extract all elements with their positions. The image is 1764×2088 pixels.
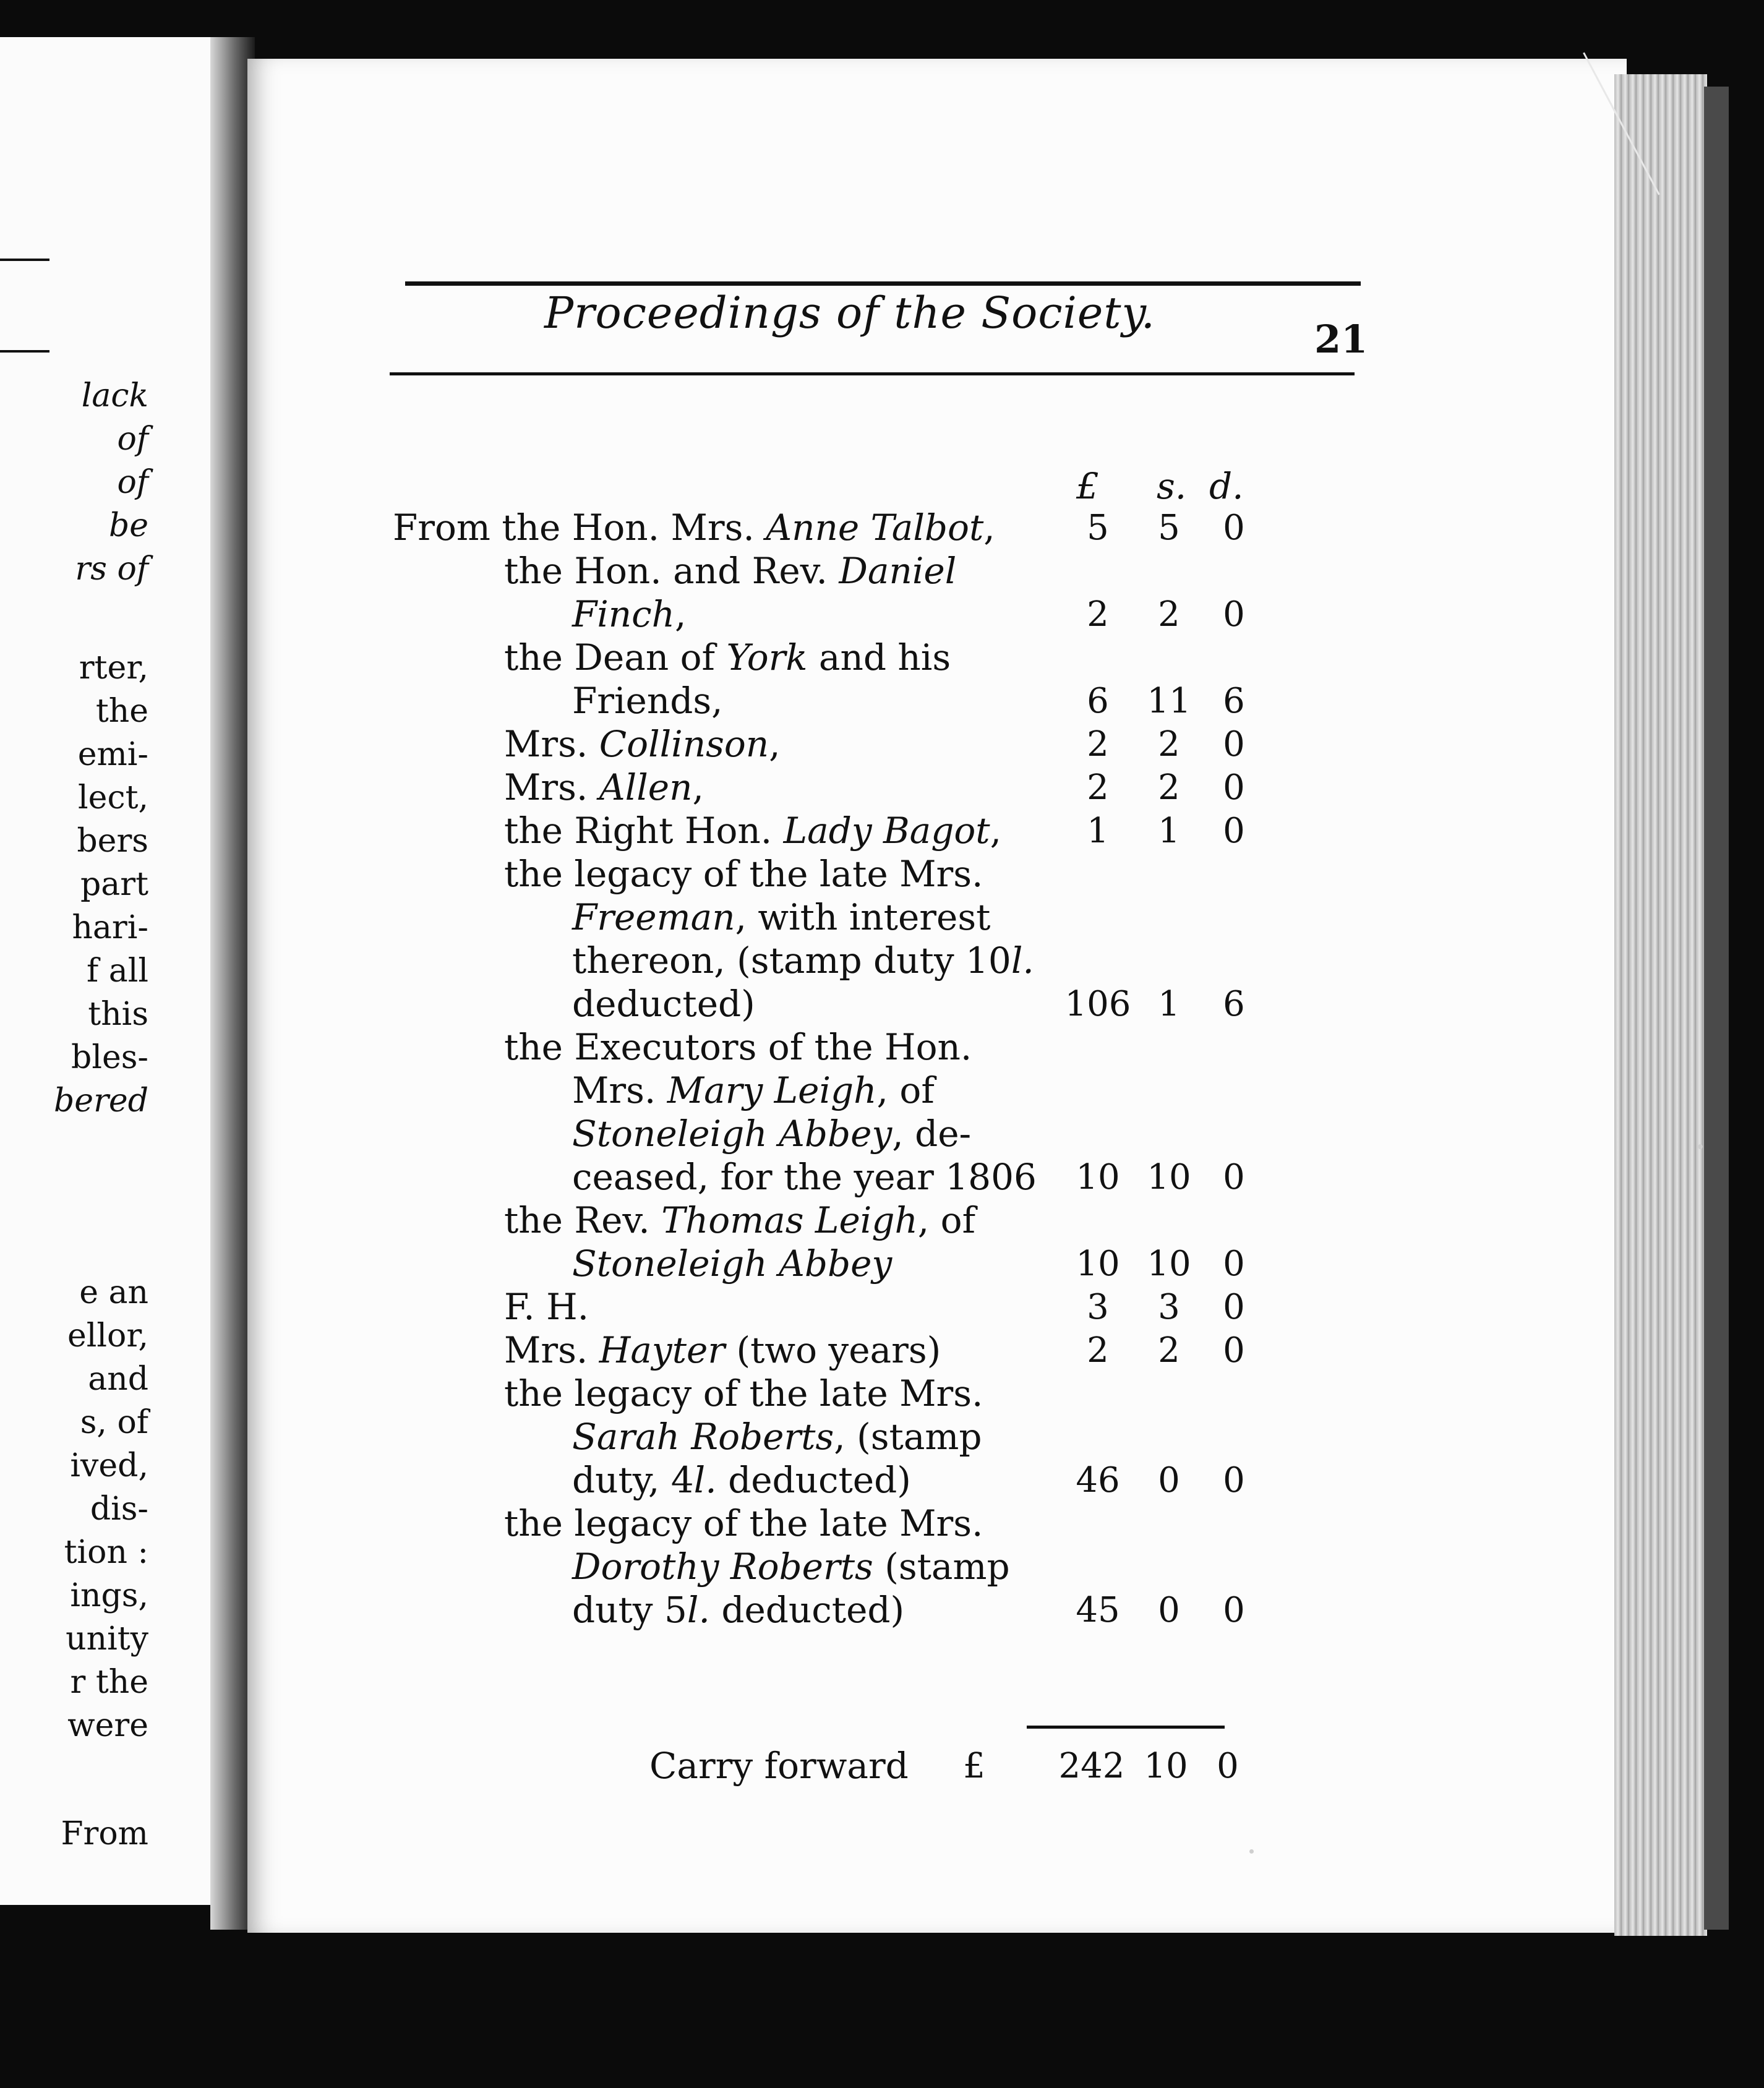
left-page-line: emi-	[77, 736, 148, 773]
left-page-line: unity	[66, 1620, 148, 1658]
amount-shillings: 11	[1147, 681, 1191, 721]
amount-pence: 0	[1223, 768, 1245, 808]
ledger-entry-line: Stoneleigh Abbey, de-	[572, 1113, 972, 1155]
amount-shillings: 2	[1158, 594, 1180, 635]
shillings-column-header: s.	[1157, 465, 1187, 507]
left-page-line: lect,	[78, 779, 148, 816]
amount-shillings: 10	[1147, 1244, 1191, 1284]
header-top-rule	[405, 281, 1361, 286]
ledger-entry-line: Mrs. Mary Leigh, of	[572, 1069, 935, 1111]
amount-shillings: 2	[1158, 1330, 1180, 1371]
amount-pence: 0	[1223, 1157, 1245, 1197]
amount-shillings: 0	[1158, 1590, 1180, 1630]
left-page-line: the	[95, 693, 148, 730]
amount-shillings: 1	[1158, 984, 1180, 1024]
running-head: Proceedings of the Society.	[544, 288, 1155, 338]
ledger-entry-line: duty, 4l. deducted)	[572, 1459, 911, 1501]
amount-pence: 0	[1223, 508, 1245, 548]
left-page-line: ellor,	[67, 1317, 148, 1354]
amount-pence: 6	[1223, 984, 1245, 1024]
left-page-line: bered	[54, 1082, 148, 1119]
ledger-entry-line: Mrs. Collinson,	[504, 723, 781, 765]
total-currency: £	[963, 1746, 985, 1786]
amount-shillings: 3	[1158, 1287, 1180, 1327]
ledger-entry-line: Friends,	[572, 680, 723, 722]
ledger-entry-line: duty 5l. deducted)	[572, 1589, 905, 1631]
amount-pounds: 2	[1087, 768, 1109, 808]
left-page-line: this	[88, 996, 148, 1033]
amount-pounds: 2	[1087, 724, 1109, 764]
amount-pounds: 6	[1087, 681, 1109, 721]
amount-shillings: 0	[1158, 1460, 1180, 1500]
ledger-entry-line: the Right Hon. Lady Bagot,	[504, 810, 1002, 852]
amount-pounds: 46	[1076, 1460, 1120, 1500]
amount-pence: 6	[1223, 681, 1245, 721]
left-page-line: rs of	[75, 550, 148, 588]
amount-shillings: 2	[1158, 724, 1180, 764]
ledger-entry-line: Freeman, with interest	[572, 896, 991, 938]
amount-pounds: 1	[1087, 811, 1109, 851]
amount-pounds: 10	[1076, 1244, 1120, 1284]
ledger-entry-line: Finch,	[572, 593, 687, 635]
page-block-shadow	[1704, 87, 1729, 1930]
amount-pence: 0	[1223, 594, 1245, 635]
amount-pounds: 3	[1087, 1287, 1109, 1327]
left-page-line: of	[117, 421, 148, 458]
amount-pounds: 45	[1076, 1590, 1120, 1630]
ledger-entry-line: the legacy of the late Mrs.	[504, 1372, 983, 1414]
ledger-entry-line: the Dean of York and his	[504, 636, 951, 678]
scan-speck	[1698, 1144, 1703, 1149]
left-page-line: be	[108, 507, 148, 544]
ledger-entry-line: From the Hon. Mrs. Anne Talbot,	[393, 507, 995, 549]
left-page-line: bers	[77, 823, 148, 860]
ledger-entry-line: Stoneleigh Abbey	[572, 1243, 893, 1285]
ledger-entry-line: the legacy of the late Mrs.	[504, 853, 983, 895]
left-page-rule	[0, 259, 49, 261]
left-page-line: dis-	[90, 1491, 148, 1528]
scan-speck	[1249, 1849, 1254, 1854]
left-page-line: and	[88, 1361, 148, 1398]
ledger-entry-line: Mrs. Hayter (two years)	[504, 1329, 941, 1371]
total-pounds: 242	[1058, 1746, 1125, 1786]
left-page-line: ived,	[70, 1447, 148, 1484]
left-page-line: part	[80, 866, 148, 903]
amount-pounds: 106	[1064, 984, 1131, 1024]
left-page-line: rter,	[79, 649, 148, 687]
ledger-entry-line: Dorothy Roberts (stamp	[572, 1546, 1010, 1588]
pence-column-header: d.	[1209, 465, 1244, 507]
total-pence: 0	[1217, 1746, 1239, 1786]
amount-pounds: 2	[1087, 594, 1109, 635]
ledger-entry-line: the Executors of the Hon.	[504, 1026, 972, 1068]
left-page-line: e an	[79, 1274, 148, 1311]
amount-shillings: 1	[1158, 811, 1180, 851]
left-page-line: bles-	[71, 1039, 148, 1076]
header-bottom-rule	[390, 372, 1355, 375]
amount-pence: 0	[1223, 1244, 1245, 1284]
total-shillings: 10	[1144, 1746, 1188, 1786]
ledger-entry-line: deducted)	[572, 983, 755, 1025]
left-page-line: f all	[86, 952, 148, 990]
left-page-rule	[0, 350, 49, 353]
amount-pounds: 10	[1076, 1157, 1120, 1197]
page-block-edge	[1614, 74, 1707, 1936]
left-page-line: lack	[81, 377, 148, 414]
amount-shillings: 2	[1158, 768, 1180, 808]
left-page-line: ings,	[70, 1577, 148, 1614]
amount-pence: 0	[1223, 811, 1245, 851]
page-number: 21	[1314, 317, 1368, 362]
total-label: Carry forward	[649, 1745, 909, 1787]
amount-shillings: 10	[1147, 1157, 1191, 1197]
left-page-line: of	[117, 464, 148, 501]
left-page-line: were	[67, 1707, 148, 1744]
amount-pence: 0	[1223, 1590, 1245, 1630]
left-page-line: s, of	[80, 1404, 148, 1441]
ledger-entry-line: Mrs. Allen,	[504, 766, 704, 808]
ledger-entry-line: F. H.	[504, 1286, 589, 1328]
left-page-line: hari-	[72, 909, 148, 946]
ledger-entry-line: the Rev. Thomas Leigh, of	[504, 1199, 976, 1241]
ledger-entry-line: the Hon. and Rev. Daniel	[504, 550, 957, 592]
ledger-entry-line: thereon, (stamp duty 10l.	[572, 939, 1034, 982]
ledger-entry-line: Sarah Roberts, (stamp	[572, 1416, 982, 1458]
ledger-entry-line: the legacy of the late Mrs.	[504, 1502, 983, 1544]
amount-pence: 0	[1223, 1460, 1245, 1500]
amount-pounds: 5	[1087, 508, 1109, 548]
amount-pounds: 2	[1087, 1330, 1109, 1371]
amount-pence: 0	[1223, 724, 1245, 764]
ledger-entry-line: ceased, for the year 1806	[572, 1156, 1037, 1198]
amount-pence: 0	[1223, 1287, 1245, 1327]
amount-pence: 0	[1223, 1330, 1245, 1371]
left-page-line: r the	[70, 1664, 148, 1701]
amount-shillings: 5	[1158, 508, 1180, 548]
pounds-column-header: £	[1076, 465, 1099, 507]
left-page-line: tion :	[64, 1534, 148, 1571]
sum-rule	[1027, 1726, 1225, 1729]
left-page-line: From	[61, 1815, 148, 1852]
